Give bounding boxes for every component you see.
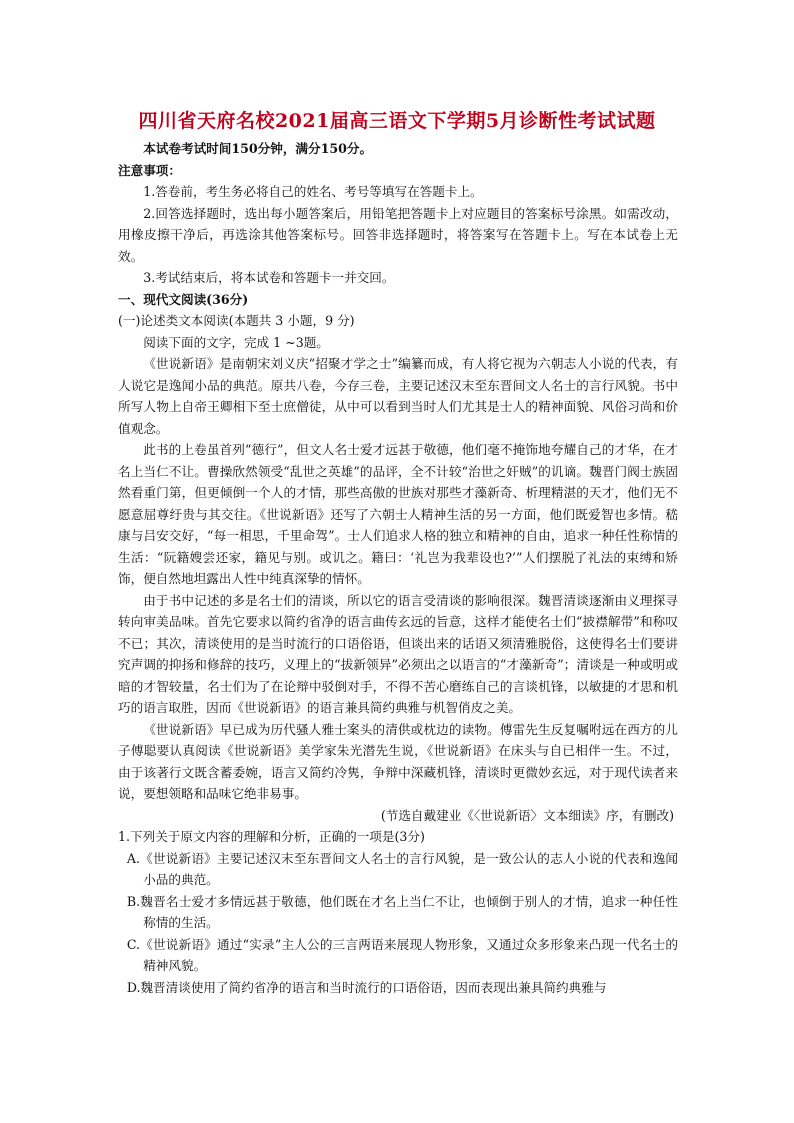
option-b: B.魏晋名士爱才多情远甚于敬德，他们既在才名上当仁不让，也倾倒于别人的才情，追求一种任性称情的生活。	[126, 893, 678, 930]
option-a: A.《世说新语》主要记述汉末至东晋间文人名士的言行风貌，是一致公认的志人小说的代表和逸闻小品的典范。	[126, 850, 678, 887]
passage-paragraph: 《世说新语》早已成为历代骚人雅士案头的清供或枕边的读物。傅雷先生反复嘱咐远在西方的儿子傅聪要认真阅读《世说新语》美学家朱光潜先生说，《世说新语》在床头与自已相伴一生。不过，由于该著行文既含蓄委婉，语言又简约冷隽，争辩中深藏机锋，清谈时更微妙玄远，对于现代读者来说，要想领略和品味它绝非易事。	[118, 721, 678, 801]
question-stem: 1.下列关于原文内容的理解和分析，正确的一项是(3分)	[118, 829, 425, 844]
notes-heading: 注意事项：	[118, 162, 181, 178]
page-title: 四川省天府名校2021届高三语文下学期5月诊断性考试试题	[138, 110, 656, 132]
section-heading: 一、现代文阅读(36分)	[118, 291, 249, 307]
note-item: 3.考试结束后，将本试卷和答题卡一并交回。	[143, 270, 395, 285]
document-body	[118, 138, 678, 998]
exam-info: 本试卷考试时间150分钟，满分150分。	[143, 141, 373, 156]
passage-paragraph: 由于书中记述的多是名士们的清谈，所以它的语言受清谈的影响很深。魏晋清谈逐渐由义理探寻转向审美品味。首先它要求以简约省净的语言曲传玄远的旨意，这样才能使名士们“披襟解带”和称叹不已；其次，清谈使用的是当时流行的口语俗语，但谈出来的话语又须清雅脱俗，这使得名士们要讲究声调的抑扬和修辞的技巧，义理上的“拔新领异”必须出之以语言的“才藻新奇”；清谈是一种或明或暗的才智较量，名士们为了在论辩中驳倒对手，不得不苦心磨练自己的言谈机锋，以敏捷的才思和机巧的语言取胜，因而《世说新语》的语言兼具简约典雅与机智俏皮之美。	[118, 592, 678, 715]
option-d: D.魏晋清谈使用了简约省净的语言和当时流行的口语俗语，因而表现出兼具简约典雅与	[126, 979, 607, 995]
passage-paragraph: 《世说新语》是南朝宋刘义庆“招聚才学之士”编纂而成，有人将它视为六朝志人小说的代表，有人说它是逸闻小品的典范。原共八卷，今存三卷，主要记述汉末至东晋间文人名士的言行风貌。书中所写人物上自帝王卿相下至士庶僧徒，从中可以看到当时人们尤其是士人的精神面貌、风俗习尚和价值观念。	[118, 356, 678, 436]
note-item: 1.答卷前，考生务必将自己的姓名、考号等填写在答题卡上。	[143, 184, 483, 199]
note-item: 2.回答选择题时，选出每小题答案后，用铅笔把答题卡上对应题目的答案标号涂黑。如需改动，用橡皮擦干净后，再选涂其他答案标号。回答非选择题时，将答案写在答题卡上。写在本试卷上无效。	[118, 205, 678, 264]
question-1	[118, 826, 678, 998]
reading-instruction: 阅读下面的文字，完成 1 ~3题。	[143, 334, 329, 350]
passage-source: (节选自戴建业《〈世说新语〉文本细读》序，有删改)	[380, 807, 674, 823]
option-c: C.《世说新语》通过“实录”主人公的三言两语来展现人物形象，又通过众多形象来凸现一代名士的精神风貌。	[126, 936, 678, 973]
sub-section-heading: (一)论述类文本阅读(本题共 3 小题，9 分)	[118, 313, 355, 328]
passage-paragraph: 此书的上卷虽首列“德行”，但文人名士爱才远甚于敬德，他们毫不掩饰地夸耀自己的才华，在才名上当仁不让。曹操欣然领受“乱世之英雄”的品评，全不计较“治世之奸贼”的讥谪。魏晋门阀士族固然看重门第，但更倾倒一个人的才情，那些高傲的世族对那些才藻新奇、析理精湛的天才，他们无不愿意屈尊纡贵与其交往。《世说新语》还写了六朝士人精神生活的另一方面，他们既爱智也多情。嵇康与吕安交好，“每一相思，千里命驾”。士人们追求人格的独立和精神的自由，追求一种任性称情的生活：“阮籍嫂尝还家，籍见与别。或讥之。籍曰：‘礼岂为我辈设也?’”人们摆脱了礼法的束缚和矫饰，便自然地坦露出人性中纯真深挚的情怀。	[118, 442, 678, 586]
